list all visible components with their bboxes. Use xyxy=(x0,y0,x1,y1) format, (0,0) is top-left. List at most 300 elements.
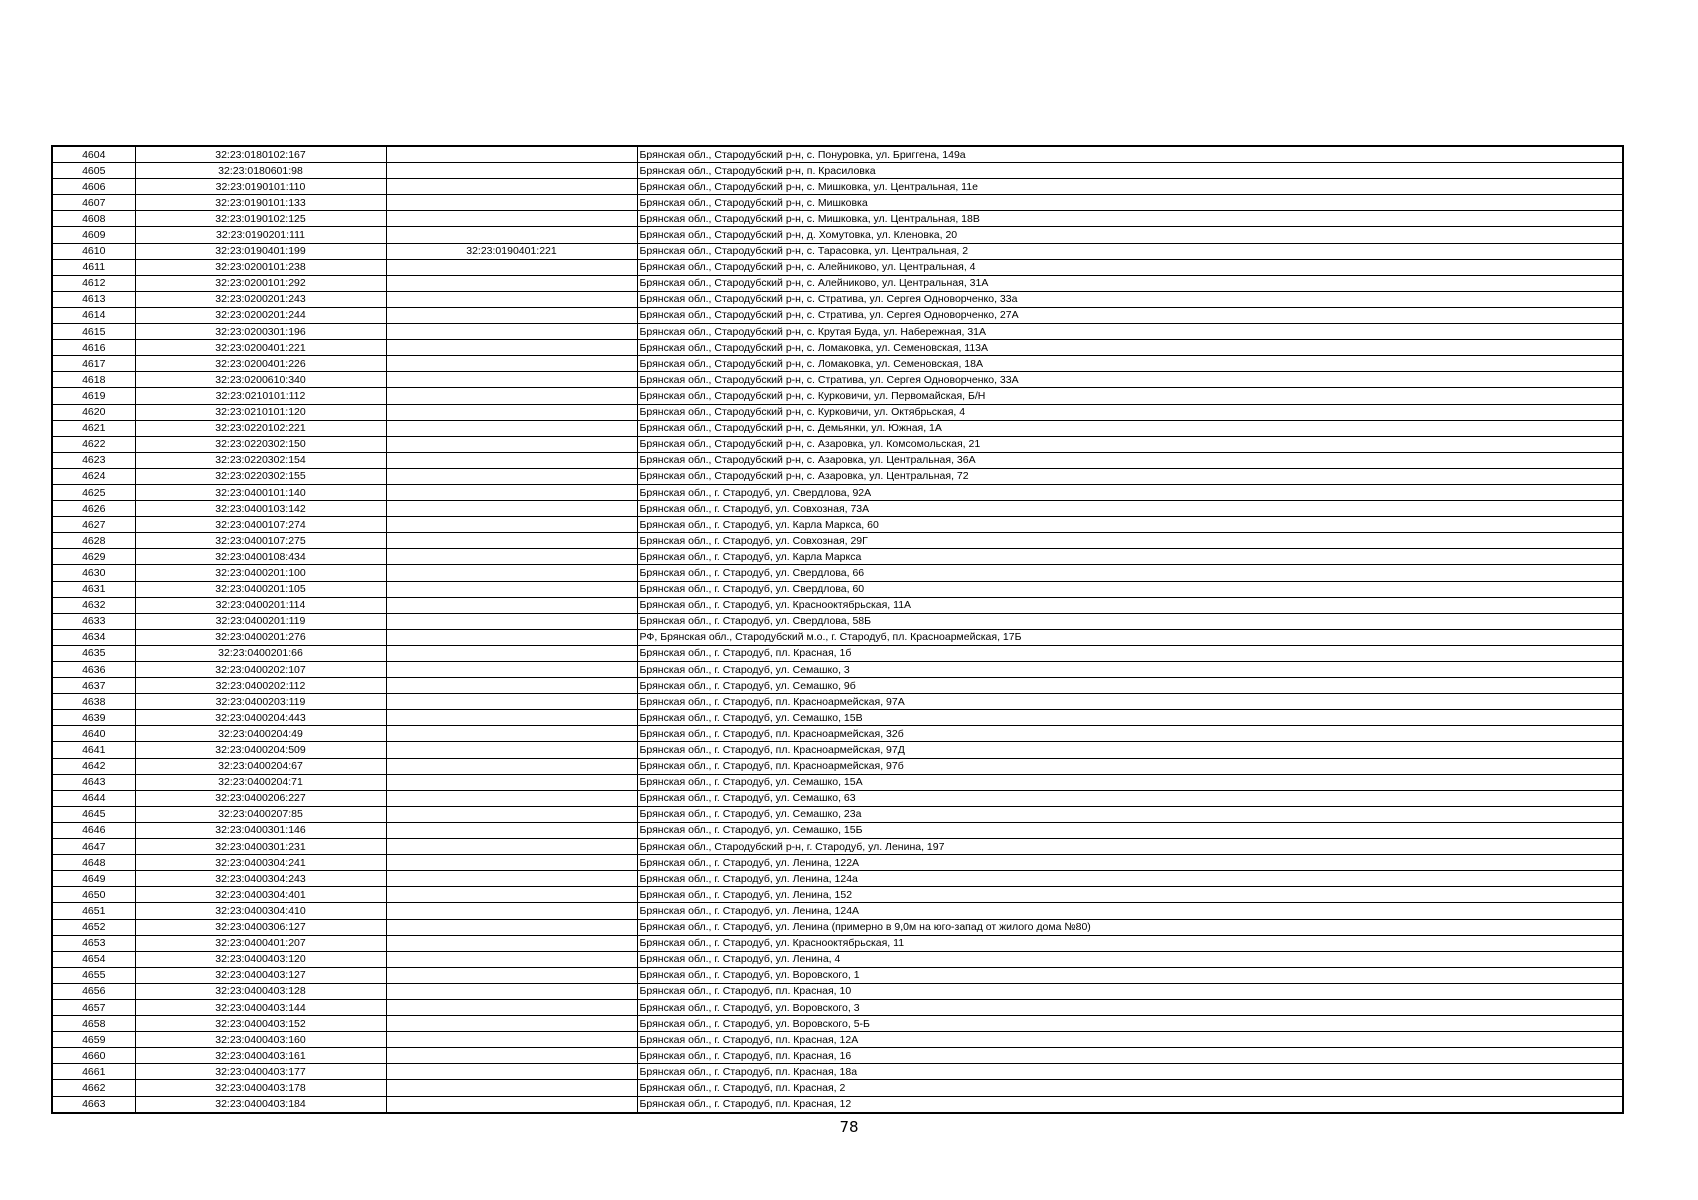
row-number-cell: 4622 xyxy=(52,436,135,452)
previous-cadastral-number-cell xyxy=(386,855,637,871)
address-cell: Брянская обл., Стародубский р-н, с. Мишковка xyxy=(637,195,1623,211)
previous-cadastral-number-cell xyxy=(386,1032,637,1048)
row-number-cell: 4633 xyxy=(52,613,135,629)
address-cell: Брянская обл., Стародубский р-н, с. Азаровка, ул. Центральная, 72 xyxy=(637,468,1623,484)
table-row xyxy=(52,340,1623,356)
row-number-cell: 4614 xyxy=(52,307,135,323)
table-row xyxy=(52,871,1623,887)
cadastral-number-cell: 32:23:0400403:177 xyxy=(135,1064,386,1080)
table-row xyxy=(52,179,1623,195)
row-number-cell: 4631 xyxy=(52,581,135,597)
previous-cadastral-number-cell xyxy=(386,726,637,742)
previous-cadastral-number-cell xyxy=(386,1064,637,1080)
table-row xyxy=(52,935,1623,951)
row-number-cell: 4653 xyxy=(52,935,135,951)
cadastral-number-cell: 32:23:0400403:160 xyxy=(135,1032,386,1048)
address-cell: Брянская обл., г. Стародуб, ул. Ленина, 124а xyxy=(637,871,1623,887)
cadastral-number-cell: 32:23:0400401:207 xyxy=(135,935,386,951)
address-cell: Брянская обл., Стародубский р-н, с. Азаровка, ул. Комсомольская, 21 xyxy=(637,436,1623,452)
previous-cadastral-number-cell xyxy=(386,903,637,919)
address-cell: Брянская обл., Стародубский р-н, с. Курковичи, ул. Октябрьская, 4 xyxy=(637,404,1623,420)
table-row xyxy=(52,146,1623,163)
row-number-cell: 4660 xyxy=(52,1048,135,1064)
table-row xyxy=(52,211,1623,227)
previous-cadastral-number-cell xyxy=(386,388,637,404)
previous-cadastral-number-cell xyxy=(386,645,637,661)
row-number-cell: 4618 xyxy=(52,372,135,388)
previous-cadastral-number-cell xyxy=(386,356,637,372)
cadastral-number-cell: 32:23:0190101:133 xyxy=(135,195,386,211)
cadastral-number-cell: 32:23:0200401:221 xyxy=(135,340,386,356)
cadastral-number-cell: 32:23:0400204:509 xyxy=(135,742,386,758)
cadastral-number-cell: 32:23:0200201:243 xyxy=(135,291,386,307)
row-number-cell: 4651 xyxy=(52,903,135,919)
table-row xyxy=(52,275,1623,291)
cadastral-number-cell: 32:23:0190401:199 xyxy=(135,243,386,259)
previous-cadastral-number-cell xyxy=(386,452,637,468)
cadastral-number-cell: 32:23:0400304:410 xyxy=(135,903,386,919)
previous-cadastral-number-cell xyxy=(386,597,637,613)
cadastral-number-cell: 32:23:0220302:150 xyxy=(135,436,386,452)
cadastral-number-cell: 32:23:0400203:119 xyxy=(135,694,386,710)
previous-cadastral-number-cell xyxy=(386,887,637,903)
cadastral-number-cell: 32:23:0180102:167 xyxy=(135,146,386,163)
table-row xyxy=(52,163,1623,179)
row-number-cell: 4642 xyxy=(52,758,135,774)
table-row xyxy=(52,1032,1623,1048)
page-number: 78 xyxy=(839,1118,859,1136)
cadastral-number-cell: 32:23:0400201:119 xyxy=(135,613,386,629)
row-number-cell: 4649 xyxy=(52,871,135,887)
previous-cadastral-number-cell xyxy=(386,468,637,484)
address-cell: Брянская обл., Стародубский р-н, п. Красиловка xyxy=(637,163,1623,179)
table-row xyxy=(52,307,1623,323)
row-number-cell: 4634 xyxy=(52,629,135,645)
address-cell: Брянская обл., г. Стародуб, пл. Красная, 18а xyxy=(637,1064,1623,1080)
table-row xyxy=(52,501,1623,517)
table-row xyxy=(52,597,1623,613)
row-number-cell: 4654 xyxy=(52,951,135,967)
table-row xyxy=(52,1064,1623,1080)
row-number-cell: 4628 xyxy=(52,533,135,549)
address-cell: Брянская обл., г. Стародуб, ул. Ленина, 4 xyxy=(637,951,1623,967)
address-cell: Брянская обл., г. Стародуб, ул. Воровского, 1 xyxy=(637,967,1623,983)
cadastral-number-cell: 32:23:0400403:120 xyxy=(135,951,386,967)
row-number-cell: 4661 xyxy=(52,1064,135,1080)
previous-cadastral-number-cell xyxy=(386,1080,637,1096)
cadastral-number-cell: 32:23:0210101:112 xyxy=(135,388,386,404)
address-cell: Брянская обл., г. Стародуб, ул. Свердлова, 58Б xyxy=(637,613,1623,629)
row-number-cell: 4650 xyxy=(52,887,135,903)
table-row xyxy=(52,774,1623,790)
row-number-cell: 4658 xyxy=(52,1016,135,1032)
row-number-cell: 4617 xyxy=(52,356,135,372)
table-row xyxy=(52,726,1623,742)
address-cell: Брянская обл., г. Стародуб, пл. Красная, 2 xyxy=(637,1080,1623,1096)
cadastral-number-cell: 32:23:0400207:85 xyxy=(135,806,386,822)
table-row xyxy=(52,581,1623,597)
address-cell: Брянская обл., г. Стародуб, ул. Семашко, 23а xyxy=(637,806,1623,822)
table-row xyxy=(52,436,1623,452)
row-number-cell: 4625 xyxy=(52,484,135,500)
cadastral-number-cell: 32:23:0400202:112 xyxy=(135,678,386,694)
address-cell: Брянская обл., Стародубский р-н, с. Ломаковка, ул. Семеновская, 113А xyxy=(637,340,1623,356)
cadastral-number-cell: 32:23:0400304:401 xyxy=(135,887,386,903)
cadastral-number-cell: 32:23:0400403:127 xyxy=(135,967,386,983)
address-cell: Брянская обл., г. Стародуб, ул. Краснооктябрьская, 11А xyxy=(637,597,1623,613)
previous-cadastral-number-cell xyxy=(386,1016,637,1032)
cadastral-number-cell: 32:23:0400201:114 xyxy=(135,597,386,613)
address-cell: Брянская обл., г. Стародуб, ул. Совхозная, 73А xyxy=(637,501,1623,517)
address-cell: Брянская обл., г. Стародуб, ул. Семашко, 3 xyxy=(637,662,1623,678)
previous-cadastral-number-cell xyxy=(386,146,637,163)
address-cell: РФ, Брянская обл., Стародубский м.о., г. Стародуб, пл. Красноармейская, 17Б xyxy=(637,629,1623,645)
address-cell: Брянская обл., Стародубский р-н, с. Азаровка, ул. Центральная, 36А xyxy=(637,452,1623,468)
address-cell: Брянская обл., г. Стародуб, пл. Красная, 12 xyxy=(637,1096,1623,1113)
row-number-cell: 4612 xyxy=(52,275,135,291)
row-number-cell: 4635 xyxy=(52,645,135,661)
cadastral-number-cell: 32:23:0400301:231 xyxy=(135,839,386,855)
address-cell: Брянская обл., Стародубский р-н, с. Крутая Буда, ул. Набережная, 31А xyxy=(637,324,1623,340)
cadastral-number-cell: 32:23:0200101:292 xyxy=(135,275,386,291)
cadastral-number-cell: 32:23:0200401:226 xyxy=(135,356,386,372)
row-number-cell: 4643 xyxy=(52,774,135,790)
cadastral-number-cell: 32:23:0400306:127 xyxy=(135,919,386,935)
address-cell: Брянская обл., Стародубский р-н, с. Понуровка, ул. Бриггена, 149а xyxy=(637,146,1623,163)
previous-cadastral-number-cell xyxy=(386,275,637,291)
table-row xyxy=(52,404,1623,420)
cadastral-number-cell: 32:23:0400204:49 xyxy=(135,726,386,742)
cadastral-number-cell: 32:23:0400403:152 xyxy=(135,1016,386,1032)
row-number-cell: 4604 xyxy=(52,146,135,163)
table-row xyxy=(52,790,1623,806)
address-cell: Брянская обл., Стародубский р-н, с. Стратива, ул. Сергея Одноворченко, 27А xyxy=(637,307,1623,323)
row-number-cell: 4638 xyxy=(52,694,135,710)
table-row xyxy=(52,1048,1623,1064)
table-row xyxy=(52,533,1623,549)
row-number-cell: 4647 xyxy=(52,839,135,855)
row-number-cell: 4659 xyxy=(52,1032,135,1048)
cadastral-number-cell: 32:23:0220302:154 xyxy=(135,452,386,468)
previous-cadastral-number-cell xyxy=(386,1048,637,1064)
address-cell: Брянская обл., Стародубский р-н, с. Стратива, ул. Сергея Одноворченко, 33А xyxy=(637,372,1623,388)
table-row xyxy=(52,452,1623,468)
previous-cadastral-number-cell: 32:23:0190401:221 xyxy=(386,243,637,259)
previous-cadastral-number-cell xyxy=(386,259,637,275)
cadastral-number-cell: 32:23:0400201:105 xyxy=(135,581,386,597)
row-number-cell: 4655 xyxy=(52,967,135,983)
table-row xyxy=(52,983,1623,999)
previous-cadastral-number-cell xyxy=(386,581,637,597)
address-cell: Брянская обл., Стародубский р-н, д. Хомутовка, ул. Кленовка, 20 xyxy=(637,227,1623,243)
previous-cadastral-number-cell xyxy=(386,420,637,436)
address-cell: Брянская обл., Стародубский р-н, с. Алейниково, ул. Центральная, 31А xyxy=(637,275,1623,291)
previous-cadastral-number-cell xyxy=(386,710,637,726)
row-number-cell: 4645 xyxy=(52,806,135,822)
previous-cadastral-number-cell xyxy=(386,694,637,710)
table-row xyxy=(52,645,1623,661)
previous-cadastral-number-cell xyxy=(386,629,637,645)
table-row xyxy=(52,324,1623,340)
previous-cadastral-number-cell xyxy=(386,806,637,822)
previous-cadastral-number-cell xyxy=(386,340,637,356)
previous-cadastral-number-cell xyxy=(386,839,637,855)
previous-cadastral-number-cell xyxy=(386,999,637,1015)
previous-cadastral-number-cell xyxy=(386,983,637,999)
row-number-cell: 4656 xyxy=(52,983,135,999)
row-number-cell: 4662 xyxy=(52,1080,135,1096)
address-cell: Брянская обл., Стародубский р-н, с. Алейниково, ул. Центральная, 4 xyxy=(637,259,1623,275)
cadastral-number-cell: 32:23:0400204:67 xyxy=(135,758,386,774)
table-row xyxy=(52,468,1623,484)
table-row xyxy=(52,517,1623,533)
address-cell: Брянская обл., Стародубский р-н, с. Стратива, ул. Сергея Одноворченко, 33а xyxy=(637,291,1623,307)
previous-cadastral-number-cell xyxy=(386,307,637,323)
cadastral-number-cell: 32:23:0400403:128 xyxy=(135,983,386,999)
cadastral-number-cell: 32:23:0180601:98 xyxy=(135,163,386,179)
table-row xyxy=(52,742,1623,758)
row-number-cell: 4627 xyxy=(52,517,135,533)
table-row xyxy=(52,613,1623,629)
table-row xyxy=(52,388,1623,404)
row-number-cell: 4619 xyxy=(52,388,135,404)
address-cell: Брянская обл., Стародубский р-н, с. Курковичи, ул. Первомайская, Б/Н xyxy=(637,388,1623,404)
cadastral-number-cell: 32:23:0400201:276 xyxy=(135,629,386,645)
table-row xyxy=(52,565,1623,581)
row-number-cell: 4639 xyxy=(52,710,135,726)
table-row xyxy=(52,887,1623,903)
previous-cadastral-number-cell xyxy=(386,758,637,774)
address-cell: Брянская обл., г. Стародуб, ул. Семашко, 15А xyxy=(637,774,1623,790)
row-number-cell: 4615 xyxy=(52,324,135,340)
address-cell: Брянская обл., Стародубский р-н, с. Мишковка, ул. Центральная, 18В xyxy=(637,211,1623,227)
address-cell: Брянская обл., г. Стародуб, ул. Карла Маркса, 60 xyxy=(637,517,1623,533)
previous-cadastral-number-cell xyxy=(386,565,637,581)
previous-cadastral-number-cell xyxy=(386,742,637,758)
row-number-cell: 4611 xyxy=(52,259,135,275)
row-number-cell: 4623 xyxy=(52,452,135,468)
previous-cadastral-number-cell xyxy=(386,436,637,452)
previous-cadastral-number-cell xyxy=(386,951,637,967)
cadastral-number-cell: 32:23:0400204:443 xyxy=(135,710,386,726)
cadastral-number-cell: 32:23:0400301:146 xyxy=(135,822,386,838)
cadastral-number-cell: 32:23:0200610:340 xyxy=(135,372,386,388)
table-row xyxy=(52,967,1623,983)
table-row xyxy=(52,710,1623,726)
row-number-cell: 4620 xyxy=(52,404,135,420)
table-row xyxy=(52,372,1623,388)
cadastral-number-cell: 32:23:0200101:238 xyxy=(135,259,386,275)
address-cell: Брянская обл., Стародубский р-н, с. Ломаковка, ул. Семеновская, 18А xyxy=(637,356,1623,372)
cadastral-number-cell: 32:23:0190102:125 xyxy=(135,211,386,227)
address-cell: Брянская обл., г. Стародуб, ул. Карла Маркса xyxy=(637,549,1623,565)
row-number-cell: 4624 xyxy=(52,468,135,484)
cadastral-number-cell: 32:23:0400107:275 xyxy=(135,533,386,549)
cadastral-number-cell: 32:23:0400107:274 xyxy=(135,517,386,533)
table-row xyxy=(52,1096,1623,1113)
address-cell: Брянская обл., г. Стародуб, ул. Свердлова, 60 xyxy=(637,581,1623,597)
address-cell: Брянская обл., г. Стародуб, ул. Семашко, 9б xyxy=(637,678,1623,694)
previous-cadastral-number-cell xyxy=(386,517,637,533)
row-number-cell: 4609 xyxy=(52,227,135,243)
table-row xyxy=(52,678,1623,694)
row-number-cell: 4621 xyxy=(52,420,135,436)
table-row xyxy=(52,420,1623,436)
row-number-cell: 4637 xyxy=(52,678,135,694)
previous-cadastral-number-cell xyxy=(386,613,637,629)
table-row xyxy=(52,243,1623,259)
cadastral-number-cell: 32:23:0400103:142 xyxy=(135,501,386,517)
table-row xyxy=(52,1080,1623,1096)
previous-cadastral-number-cell xyxy=(386,774,637,790)
table-row xyxy=(52,1016,1623,1032)
cadastral-number-cell: 32:23:0210101:120 xyxy=(135,404,386,420)
table-row xyxy=(52,629,1623,645)
previous-cadastral-number-cell xyxy=(386,501,637,517)
previous-cadastral-number-cell xyxy=(386,404,637,420)
address-cell: Брянская обл., Стародубский р-н, г. Стародуб, ул. Ленина, 197 xyxy=(637,839,1623,855)
cadastral-number-cell: 32:23:0190201:111 xyxy=(135,227,386,243)
address-cell: Брянская обл., Стародубский р-н, с. Мишковка, ул. Центральная, 11е xyxy=(637,179,1623,195)
row-number-cell: 4605 xyxy=(52,163,135,179)
row-number-cell: 4606 xyxy=(52,179,135,195)
row-number-cell: 4610 xyxy=(52,243,135,259)
address-cell: Брянская обл., г. Стародуб, пл. Красноармейская, 97б xyxy=(637,758,1623,774)
cadastral-number-cell: 32:23:0200201:244 xyxy=(135,307,386,323)
address-cell: Брянская обл., г. Стародуб, ул. Семашко, 63 xyxy=(637,790,1623,806)
row-number-cell: 4663 xyxy=(52,1096,135,1113)
address-cell: Брянская обл., г. Стародуб, пл. Красная, 16 xyxy=(637,1048,1623,1064)
registry-table-body xyxy=(52,146,1623,1113)
cadastral-number-cell: 32:23:0200301:196 xyxy=(135,324,386,340)
previous-cadastral-number-cell xyxy=(386,372,637,388)
cadastral-number-cell: 32:23:0400101:140 xyxy=(135,484,386,500)
table-row xyxy=(52,662,1623,678)
table-row xyxy=(52,484,1623,500)
cadastral-number-cell: 32:23:0400201:100 xyxy=(135,565,386,581)
table-row xyxy=(52,758,1623,774)
cadastral-number-cell: 32:23:0400202:107 xyxy=(135,662,386,678)
table-row xyxy=(52,951,1623,967)
table-row xyxy=(52,694,1623,710)
previous-cadastral-number-cell xyxy=(386,291,637,307)
row-number-cell: 4644 xyxy=(52,790,135,806)
previous-cadastral-number-cell xyxy=(386,1096,637,1113)
table-row xyxy=(52,919,1623,935)
address-cell: Брянская обл., г. Стародуб, ул. Свердлова, 92А xyxy=(637,484,1623,500)
row-number-cell: 4640 xyxy=(52,726,135,742)
address-cell: Брянская обл., Стародубский р-н, с. Демьянки, ул. Южная, 1А xyxy=(637,420,1623,436)
table-row xyxy=(52,356,1623,372)
previous-cadastral-number-cell xyxy=(386,871,637,887)
cadastral-number-cell: 32:23:0400304:241 xyxy=(135,855,386,871)
address-cell: Брянская обл., Стародубский р-н, с. Тарасовка, ул. Центральная, 2 xyxy=(637,243,1623,259)
previous-cadastral-number-cell xyxy=(386,822,637,838)
previous-cadastral-number-cell xyxy=(386,211,637,227)
cadastral-number-cell: 32:23:0400108:434 xyxy=(135,549,386,565)
address-cell: Брянская обл., г. Стародуб, ул. Воровского, 3 xyxy=(637,999,1623,1015)
previous-cadastral-number-cell xyxy=(386,484,637,500)
previous-cadastral-number-cell xyxy=(386,533,637,549)
cadastral-number-cell: 32:23:0220102:221 xyxy=(135,420,386,436)
previous-cadastral-number-cell xyxy=(386,678,637,694)
address-cell: Брянская обл., г. Стародуб, пл. Красноармейская, 97А xyxy=(637,694,1623,710)
previous-cadastral-number-cell xyxy=(386,549,637,565)
cadastral-number-cell: 32:23:0220302:155 xyxy=(135,468,386,484)
previous-cadastral-number-cell xyxy=(386,179,637,195)
address-cell: Брянская обл., г. Стародуб, ул. Ленина, 122А xyxy=(637,855,1623,871)
address-cell: Брянская обл., г. Стародуб, пл. Красноармейская, 97Д xyxy=(637,742,1623,758)
row-number-cell: 4636 xyxy=(52,662,135,678)
row-number-cell: 4629 xyxy=(52,549,135,565)
address-cell: Брянская обл., г. Стародуб, ул. Совхозная, 29Г xyxy=(637,533,1623,549)
previous-cadastral-number-cell xyxy=(386,662,637,678)
row-number-cell: 4607 xyxy=(52,195,135,211)
table-row xyxy=(52,839,1623,855)
row-number-cell: 4632 xyxy=(52,597,135,613)
cadastral-number-cell: 32:23:0400206:227 xyxy=(135,790,386,806)
cadastral-number-cell: 32:23:0400204:71 xyxy=(135,774,386,790)
row-number-cell: 4616 xyxy=(52,340,135,356)
previous-cadastral-number-cell xyxy=(386,935,637,951)
row-number-cell: 4630 xyxy=(52,565,135,581)
cadastral-number-cell: 32:23:0190101:110 xyxy=(135,179,386,195)
row-number-cell: 4648 xyxy=(52,855,135,871)
table-row xyxy=(52,259,1623,275)
cadastral-number-cell: 32:23:0400403:184 xyxy=(135,1096,386,1113)
table-row xyxy=(52,227,1623,243)
previous-cadastral-number-cell xyxy=(386,324,637,340)
address-cell: Брянская обл., г. Стародуб, пл. Красноармейская, 32б xyxy=(637,726,1623,742)
row-number-cell: 4646 xyxy=(52,822,135,838)
registry-table xyxy=(51,145,1624,1114)
address-cell: Брянская обл., г. Стародуб, ул. Ленина, 152 xyxy=(637,887,1623,903)
row-number-cell: 4613 xyxy=(52,291,135,307)
row-number-cell: 4626 xyxy=(52,501,135,517)
table-row xyxy=(52,855,1623,871)
table-row xyxy=(52,999,1623,1015)
cadastral-number-cell: 32:23:0400403:178 xyxy=(135,1080,386,1096)
cadastral-number-cell: 32:23:0400304:243 xyxy=(135,871,386,887)
address-cell: Брянская обл., г. Стародуб, ул. Краснооктябрьская, 11 xyxy=(637,935,1623,951)
table-row xyxy=(52,291,1623,307)
table-row xyxy=(52,822,1623,838)
previous-cadastral-number-cell xyxy=(386,227,637,243)
address-cell: Брянская обл., г. Стародуб, пл. Красная, 10 xyxy=(637,983,1623,999)
row-number-cell: 4641 xyxy=(52,742,135,758)
table-row xyxy=(52,195,1623,211)
address-cell: Брянская обл., г. Стародуб, ул. Семашко, 15Б xyxy=(637,822,1623,838)
table-row xyxy=(52,806,1623,822)
table-row xyxy=(52,549,1623,565)
cadastral-number-cell: 32:23:0400403:161 xyxy=(135,1048,386,1064)
previous-cadastral-number-cell xyxy=(386,790,637,806)
address-cell: Брянская обл., г. Стародуб, ул. Воровского, 5-Б xyxy=(637,1016,1623,1032)
address-cell: Брянская обл., г. Стародуб, ул. Ленина (примерно в 9,0м на юго-запад от жилого дома №80) xyxy=(637,919,1623,935)
address-cell: Брянская обл., г. Стародуб, ул. Свердлова, 66 xyxy=(637,565,1623,581)
cadastral-number-cell: 32:23:0400403:144 xyxy=(135,999,386,1015)
previous-cadastral-number-cell xyxy=(386,967,637,983)
address-cell: Брянская обл., г. Стародуб, пл. Красная, 12А xyxy=(637,1032,1623,1048)
table-row xyxy=(52,903,1623,919)
address-cell: Брянская обл., г. Стародуб, ул. Ленина, 124А xyxy=(637,903,1623,919)
previous-cadastral-number-cell xyxy=(386,919,637,935)
address-cell: Брянская обл., г. Стародуб, пл. Красная, 1б xyxy=(637,645,1623,661)
row-number-cell: 4657 xyxy=(52,999,135,1015)
address-cell: Брянская обл., г. Стародуб, ул. Семашко, 15В xyxy=(637,710,1623,726)
previous-cadastral-number-cell xyxy=(386,163,637,179)
row-number-cell: 4652 xyxy=(52,919,135,935)
